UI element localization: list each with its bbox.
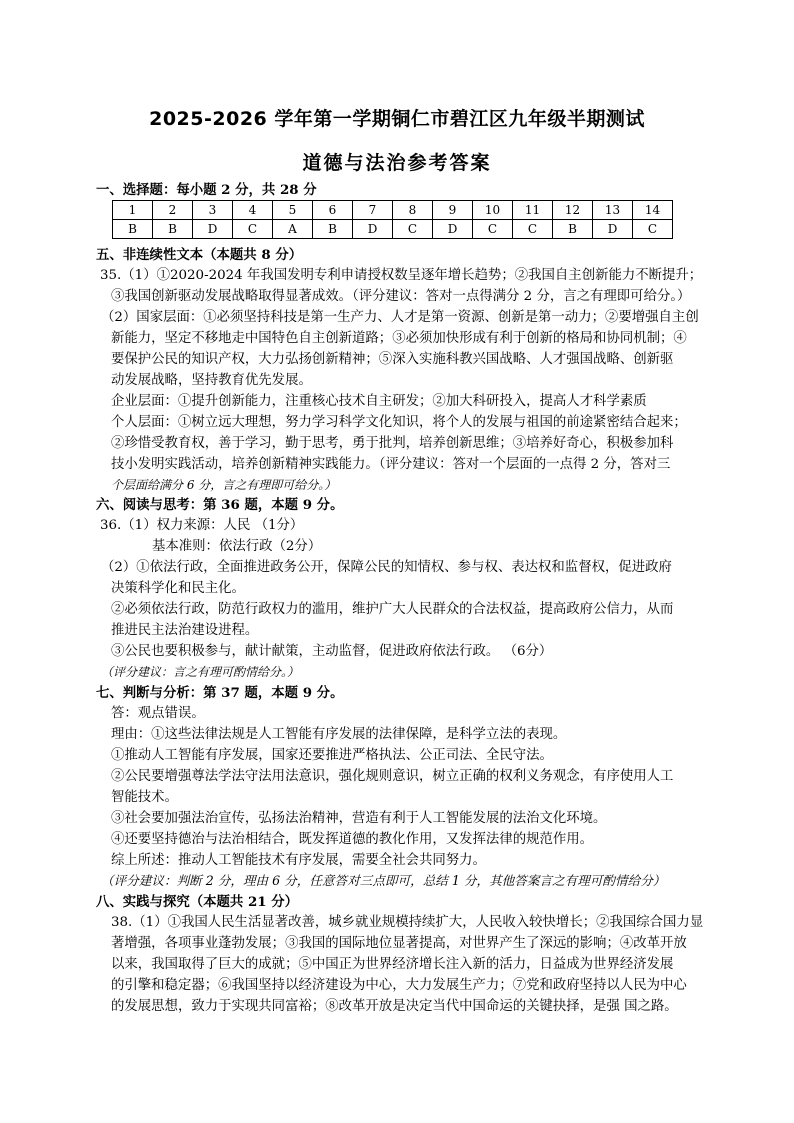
- answer-cell: B: [113, 220, 153, 239]
- answer-line: ③我国创新驱动发展战略取得显著成效。（评分建议：答对一点得满分 2 分，言之有理即可给分。）: [111, 289, 691, 304]
- answer-cell: D: [193, 220, 233, 239]
- answer-line: 的发展思想，致力于实现共同富裕；⑧改革开放是决定当代中国命运的关键抉择，是强 国之路。: [111, 999, 678, 1014]
- answer-table: [112, 200, 673, 239]
- answer-line: 理由：①这些法律法规是人工智能有序发展的法律保障，是科学立法的表现。: [111, 727, 567, 742]
- answer-line: ②珍惜受教育权，善于学习，勤于思考，勇于批判，培养创新思维；③培养好奇心，积极参加科: [111, 436, 674, 451]
- answer-cell: B: [153, 220, 193, 239]
- answer-line: 基本准则：依法行政（2分）: [152, 539, 322, 554]
- answer-line: 智能技术。: [111, 790, 178, 805]
- answer-cell: D: [353, 220, 393, 239]
- answer-cell: C: [473, 220, 513, 239]
- answer-line: 36.（1）权力来源：人民 （1分）: [100, 518, 304, 533]
- answer-line: （2）①依法行政，全面推进政务公开，保障公民的知情权、参与权、表达权和监督权，促进政府: [101, 560, 672, 575]
- question-number-cell: 2: [153, 201, 193, 220]
- answer-line: 推进民主法治建设进程。: [111, 623, 259, 638]
- answer-cell: C: [633, 220, 673, 239]
- answer-line: 著增强，各项事业蓬勃发展；③我国的国际地位显著提高，对世界产生了深远的影响；④改革开放: [111, 936, 687, 951]
- answer-line: 答：观点错误。: [111, 706, 205, 721]
- answer-line: ②公民要增强尊法学法守法用法意识，强化规则意识，树立正确的权利义务观念，有序使用人工: [111, 769, 674, 784]
- section-heading-choice: 一、选择题：每小题 2 分，共 28 分: [96, 182, 317, 198]
- answer-cell: C: [513, 220, 553, 239]
- section-heading-text: 五、非连续性文本（本题共 8 分）: [96, 247, 303, 263]
- answer-line: 要保护公民的知识产权，大力弘扬创新精神；⑤深入实施科教兴国战略、人才强国战略、创新驱: [111, 352, 674, 367]
- question-number-cell: 4: [233, 201, 273, 220]
- answer-line: 个人层面：①树立远大理想，努力学习科学文化知识，将个人的发展与祖国的前途紧密结合起来；: [111, 415, 687, 430]
- question-number-cell: 11: [513, 201, 553, 220]
- question-number-cell: 12: [553, 201, 593, 220]
- answer-line: 以来，我国取得了巨大的成就；⑤中国正为世界经济增长注入新的活力，日益成为世界经济发展: [111, 957, 674, 972]
- question-number-cell: 7: [353, 201, 393, 220]
- answer-cell: A: [273, 220, 313, 239]
- answer-line: 决策科学化和民主化。: [111, 581, 245, 596]
- answer-line: ①推动人工智能有序发展，国家还要推进严格执法、公正司法、全民守法。: [111, 748, 553, 763]
- answer-line: 企业层面：①提升创新能力，注重核心技术自主研发；②加大科研投入，提高人才科学素质: [111, 394, 647, 409]
- question-number-cell: 3: [193, 201, 233, 220]
- answer-cell: D: [433, 220, 473, 239]
- answer-cell: D: [593, 220, 633, 239]
- answer-line: ④还要坚持德治与法治相结合，既发挥道德的教化作用，又发挥法律的规范作用。: [111, 832, 594, 847]
- question-number-cell: 13: [593, 201, 633, 220]
- answer-line: 38.（1）①我国人民生活显著改善，城乡就业规模持续扩大，人民收入较快增长；②我国综合国力显: [111, 915, 704, 930]
- answer-line: 35.（1）①2020-2024 年我国发明专利申请授权数呈逐年增长趋势；②我国自主创新能力不断提升；: [100, 268, 703, 283]
- exam-subtitle: 道德与法治参考答案: [302, 152, 492, 174]
- answer-cell: B: [313, 220, 353, 239]
- answer-line: 的引擎和稳定器；⑥我国坚持以经济建设为中心，大力发展生产力；⑦党和政府坚持以人民为中心: [111, 978, 687, 993]
- section-heading-reading: 六、阅读与思考：第 36 题，本题 9 分。: [96, 497, 344, 513]
- question-number-cell: 10: [473, 201, 513, 220]
- grading-note: （评分建议：判断 2 分，理由 6 分，任意答对三点即可，总结 1 分，其他答案言之有理可酌情给分）: [101, 873, 666, 888]
- question-number-cell: 1: [113, 201, 153, 220]
- question-number-cell: 5: [273, 201, 313, 220]
- section-heading-judgement: 七、判断与分析：第 37 题，本题 9 分。: [96, 685, 344, 701]
- answer-cell: C: [393, 220, 433, 239]
- answer-line: 动发展战略，坚持教育优先发展。: [111, 373, 312, 388]
- answer-line: ②必须依法行政，防范行政权力的滥用，维护广大人民群众的合法权益，提高政府公信力，从而: [111, 602, 674, 617]
- question-number-cell: 9: [433, 201, 473, 220]
- answer-line: （2）国家层面：①必须坚持科技是第一生产力、人才是第一资源、创新是第一动力；②要增强自主创: [101, 310, 699, 325]
- question-number-cell: 14: [633, 201, 673, 220]
- answer-line: ③公民也要积极参与，献计献策，主动监督，促进政府依法行政。 （6分）: [111, 644, 553, 659]
- answer-cell: C: [233, 220, 273, 239]
- question-number-cell: 6: [313, 201, 353, 220]
- grading-note: （评分建议：言之有理可酌情给分。）: [101, 665, 300, 679]
- grading-note: 个层面给满分 6 分，言之有理即可给分。）: [111, 478, 337, 492]
- answer-line: ③社会要加强法治宣传，弘扬法治精神，营造有利于人工智能发展的法治文化环境。: [111, 811, 607, 826]
- answer-cell: B: [553, 220, 593, 239]
- question-number-cell: 8: [393, 201, 433, 220]
- answer-table-number-row: [113, 201, 673, 220]
- answer-line: 技小发明实践活动，培养创新精神实践能力。（评分建议：答对一个层面的一点得 2 分，答对三: [111, 457, 671, 472]
- answer-line: 新能力，坚定不移地走中国特色自主创新道路；③必须加快形成有利于创新的格局和协同机制；④: [111, 331, 687, 346]
- answer-table-answer-row: [113, 220, 673, 239]
- exam-title: 2025-2026 学年第一学期铜仁市碧江区九年级半期测试: [149, 108, 645, 130]
- section-heading-practice: 八、实践与探究（本题共 21 分）: [96, 894, 299, 910]
- answer-line: 综上所述：推动人工智能技术有序发展，需要全社会共同努力。: [111, 853, 486, 868]
